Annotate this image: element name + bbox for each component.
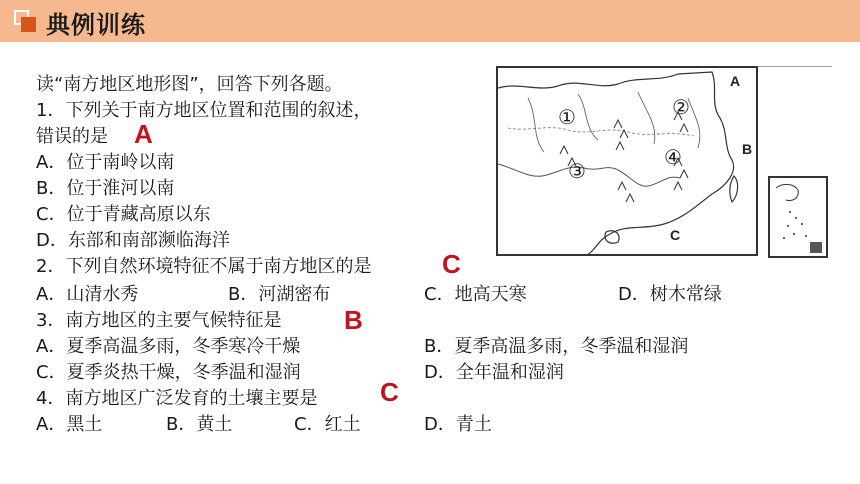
region-1-label: ①: [558, 105, 576, 129]
q4-answer: C: [380, 377, 399, 407]
q3-option-a: A．夏季高温多雨，冬季寒冷干燥: [36, 336, 301, 357]
map-label-c: C: [670, 227, 681, 243]
q1-option-b: B．位于淮河以南: [36, 178, 175, 199]
q1-stem-line1: 1．下列关于南方地区位置和范围的叙述，: [36, 100, 372, 121]
q1-option-c: C．位于青藏高原以东: [36, 204, 211, 225]
map-label-a: A: [730, 73, 741, 89]
q2-option-a: A．山清水秀: [36, 284, 139, 305]
q4-option-a: A．黑土: [36, 414, 103, 435]
inset-drawing: [770, 178, 826, 256]
q1-option-a: A．位于南岭以南: [36, 152, 175, 173]
q4-option-b: B．黄土: [166, 414, 233, 435]
region-3-label: ③: [568, 159, 586, 183]
q3-option-d: D．全年温和湿润: [424, 362, 564, 383]
region-2-label: ②: [672, 95, 690, 119]
q4-option-d: D．青土: [424, 414, 492, 435]
map-drawing: [498, 68, 756, 254]
q3-option-b: B．夏季高温多雨，冬季温和湿润: [424, 336, 689, 357]
q4-stem: 4．南方地区广泛发育的土壤主要是: [36, 388, 318, 409]
q1-answer: A: [134, 119, 153, 149]
map-label-b: B: [742, 141, 753, 157]
q2-option-d: D．树木常绿: [618, 284, 722, 305]
page-title: 典例训练: [46, 11, 146, 39]
q2-answer: C: [442, 249, 461, 279]
q2-option-c: C．地高天寒: [424, 284, 527, 305]
south-china-sea-inset: [768, 176, 828, 258]
q2-stem: 2．下列自然环境特征不属于南方地区的是: [36, 256, 372, 277]
q3-stem: 3．南方地区的主要气候特征是: [36, 310, 282, 331]
q1-stem-line2: 错误的是: [36, 126, 108, 147]
squares-icon: [14, 10, 36, 32]
region-4-label: ④: [664, 145, 682, 169]
q1-option-d: D．东部和南部濒临海洋: [36, 230, 230, 251]
q3-answer: B: [344, 305, 363, 335]
q3-option-c: C．夏季炎热干燥，冬季温和湿润: [36, 362, 301, 383]
title-bar: [0, 0, 860, 42]
map-main-panel: [496, 66, 758, 256]
q4-option-c: C．红土: [294, 414, 361, 435]
south-china-terrain-map: [496, 66, 832, 258]
intro-text: 读“南方地区地形图”，回答下列各题。: [36, 74, 343, 95]
q2-option-b: B．河湖密布: [228, 284, 331, 305]
